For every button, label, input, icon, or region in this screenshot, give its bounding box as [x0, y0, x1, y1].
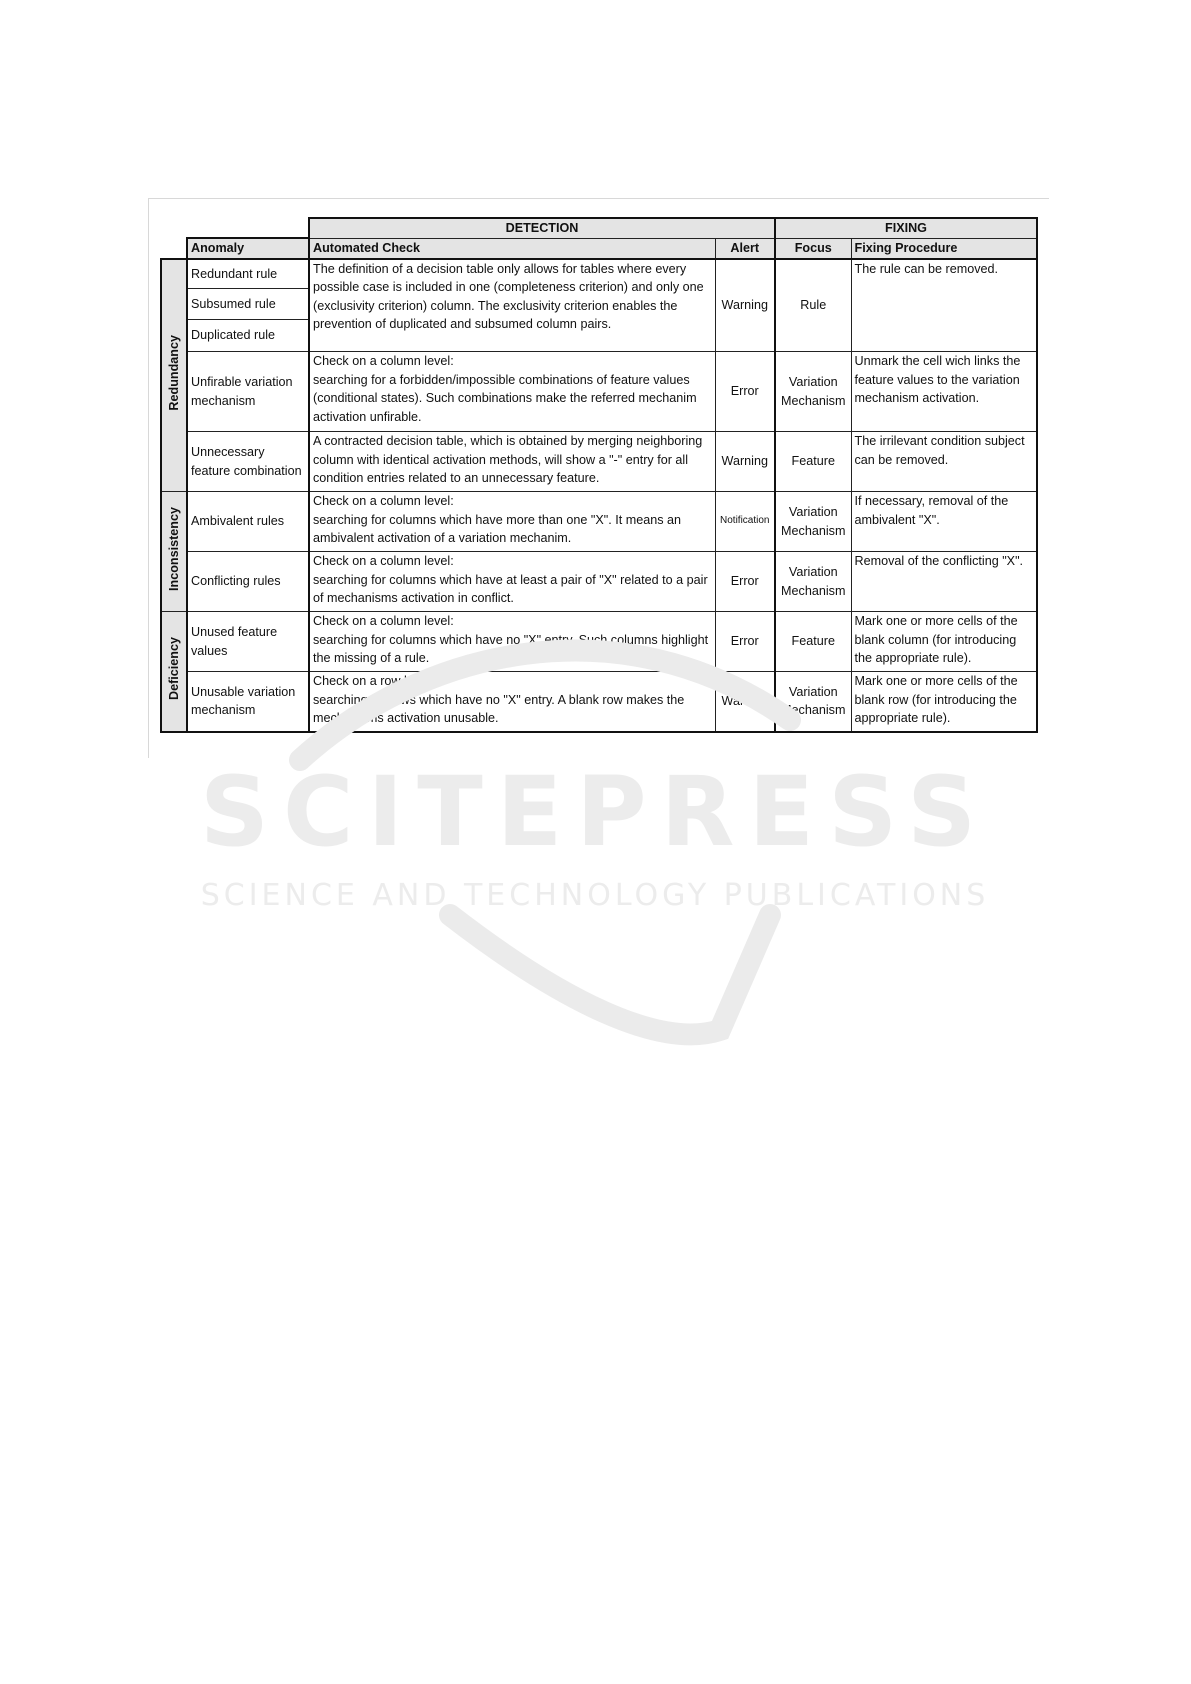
alert-header: Alert — [715, 238, 775, 259]
check-cell: Check on a row level: searching for rows which have no "X" entry. A blank row makes the mechanisms activation unusable. — [309, 672, 715, 732]
watermark-main: SCITEPRESS — [199, 756, 991, 868]
alert-cell: Warning — [715, 259, 775, 352]
table-row — [161, 612, 1037, 672]
anomaly-cell: Unused feature values — [187, 612, 309, 672]
anomaly-cell: Unfirable variation mechanism — [187, 352, 309, 432]
focus-cell: Variation Mechanism — [775, 672, 851, 732]
table-row — [161, 552, 1037, 612]
anomaly-table — [160, 217, 1038, 733]
header-row-1 — [161, 218, 1037, 238]
header-row-2 — [161, 238, 1037, 259]
anomaly-cell: Subsumed rule — [187, 289, 309, 320]
focus-cell: Variation Mechanism — [775, 492, 851, 552]
group-redundancy: Redundancy — [161, 259, 187, 492]
alert-cell: Warning — [715, 672, 775, 732]
check-cell: Check on a column level: searching for columns which have at least a pair of "X" related to a pair of mechanisms activation in conflict. — [309, 552, 715, 612]
alert-cell: Warning — [715, 432, 775, 492]
anomaly-cell: Redundant rule — [187, 259, 309, 289]
detection-header: DETECTION — [309, 218, 775, 238]
page-frame-top — [148, 198, 1049, 199]
focus-cell: Feature — [775, 432, 851, 492]
table-row — [161, 492, 1037, 552]
anomaly-cell: Duplicated rule — [187, 320, 309, 352]
anomaly-cell: Unusable variation mechanism — [187, 672, 309, 732]
fix-cell: Removal of the conflicting "X". — [851, 552, 1037, 612]
anomaly-cell: Conflicting rules — [187, 552, 309, 612]
check-cell: A contracted decision table, which is obtained by merging neighboring column with identical activation methods, will show a "-" entry for all condition entries related to an unnecessary feature. — [309, 432, 715, 492]
focus-cell: Rule — [775, 259, 851, 352]
fix-cell: Unmark the cell wich links the feature values to the variation mechanism activation. — [851, 352, 1037, 432]
table-row — [161, 352, 1037, 432]
check-cell: Check on a column level: searching for a forbidden/impossible combinations of feature values (conditional states). Such combinations make the referred mechanim activation unfirable. — [309, 352, 715, 432]
watermark-sub: SCIENCE AND TECHNOLOGY PUBLICATIONS — [200, 878, 990, 913]
table-row — [161, 432, 1037, 492]
check-cell: Check on a column level: searching for columns which have no "X" entry. Such columns highlight the missing of a rule. — [309, 612, 715, 672]
focus-cell: Variation Mechanism — [775, 552, 851, 612]
anomaly-header: Anomaly — [187, 238, 309, 259]
check-cell: Check on a column level: searching for columns which have more than one "X". It means an ambivalent activation of a variation mechanim. — [309, 492, 715, 552]
group-inconsistency: Inconsistency — [161, 492, 187, 612]
fixing-header: FIXING — [775, 218, 1037, 238]
alert-cell: Error — [715, 552, 775, 612]
check-cell: The definition of a decision table only allows for tables where every possible case is included in one (completeness criterion) and only one (exclusivity criterion) column. The exclusivity criterion enables the prevention of duplicated and subsumed column pairs. — [309, 259, 715, 352]
fix-cell: Mark one or more cells of the blank column (for introducing the appropriate rule). — [851, 612, 1037, 672]
fixing-procedure-header: Fixing Procedure — [851, 238, 1037, 259]
automated-check-header: Automated Check — [309, 238, 715, 259]
fix-cell: Mark one or more cells of the blank row (for introducing the appropriate rule). — [851, 672, 1037, 732]
anomaly-cell: Ambivalent rules — [187, 492, 309, 552]
fix-cell: The irrilevant condition subject can be removed. — [851, 432, 1037, 492]
fix-cell: If necessary, removal of the ambivalent "X". — [851, 492, 1037, 552]
alert-cell: Error — [715, 352, 775, 432]
page-frame-left — [148, 198, 149, 758]
focus-cell: Feature — [775, 612, 851, 672]
alert-cell: Notification — [715, 492, 775, 552]
focus-header: Focus — [775, 238, 851, 259]
alert-cell: Error — [715, 612, 775, 672]
table-row — [161, 259, 1037, 289]
fix-cell: The rule can be removed. — [851, 259, 1037, 352]
focus-cell: Variation Mechanism — [775, 352, 851, 432]
table-row — [161, 672, 1037, 732]
anomaly-cell: Unnecessary feature combination — [187, 432, 309, 492]
group-deficiency: Deficiency — [161, 612, 187, 732]
